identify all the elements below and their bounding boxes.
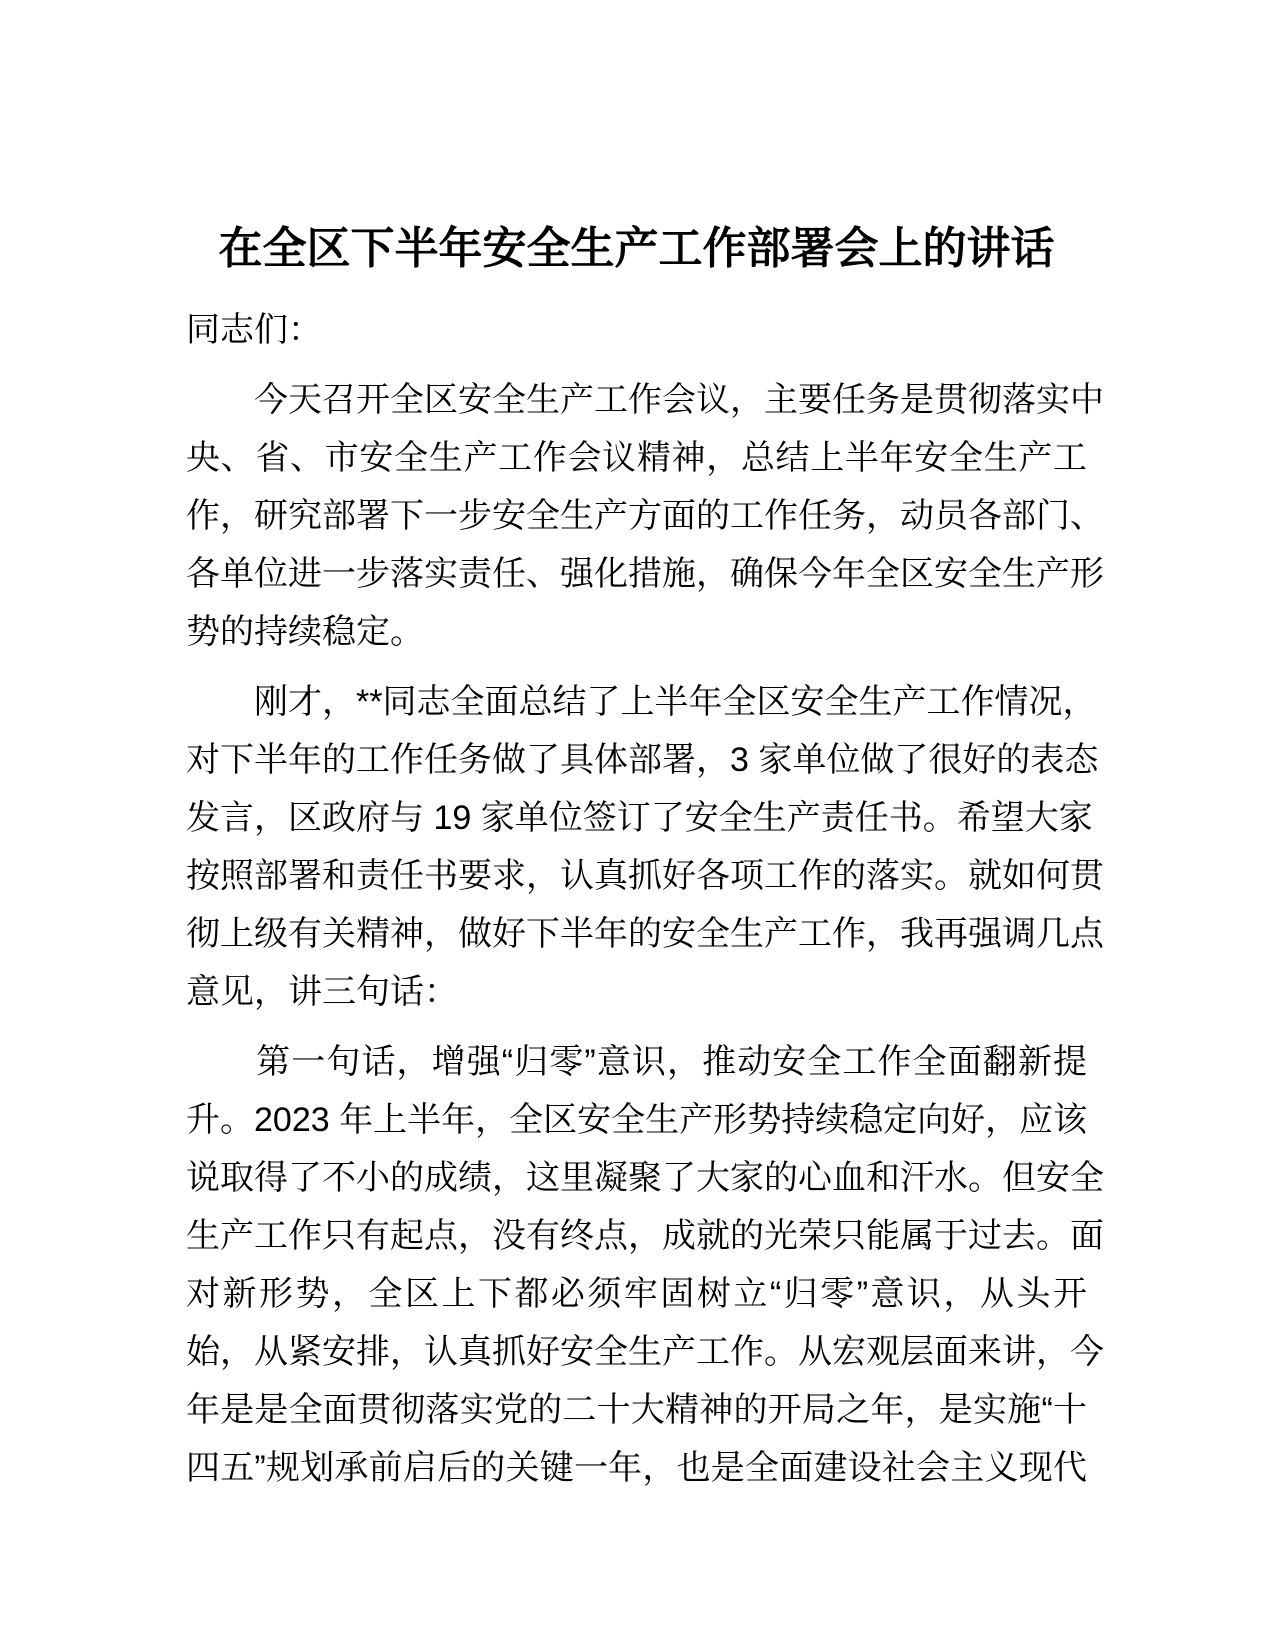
text-line: 对下半年的工作任务做了具体部署，3 家单位做了很好的表态: [186, 741, 1099, 779]
text-line: 发言，区政府与 19 家单位签订了安全生产责任书。希望大家: [186, 799, 1093, 837]
text-line: 同志们：: [186, 311, 322, 349]
text-line: 说取得了不小的成绩，这里凝聚了大家的心血和汗水。但安全: [186, 1159, 1104, 1197]
text-line: 作，研究部署下一步安全生产方面的工作任务，动员各部门、: [186, 497, 1104, 535]
document-title: 在全区下半年安全生产工作部署会上的讲话: [218, 224, 1055, 273]
text-line: 意见，讲三句话：: [186, 973, 458, 1011]
text-line: 央、省、市安全生产工作会议精神，总结上半年安全生产工: [186, 439, 1087, 477]
text-line: 生产工作只有起点，没有终点，成就的光荣只能属于过去。面: [186, 1217, 1104, 1255]
text-line: 第一句话，增强“归零”意识，推动安全工作全面翻新提: [186, 1043, 1087, 1081]
text-line: 年是是全面贯彻落实党的二十大精神的开局之年，是实施“十: [186, 1391, 1087, 1429]
text-line: 四五”规划承前启后的关键一年，也是全面建设社会主义现代: [186, 1449, 1087, 1487]
text-line: 势的持续稳定。: [186, 613, 424, 651]
paragraph: [186, 1033, 1104, 1497]
text-line: 彻上级有关精神，做好下半年的安全生产工作，我再强调几点: [186, 915, 1104, 953]
text-line: 刚才，**同志全面总结了上半年全区安全生产工作情况，: [186, 683, 1097, 721]
document-body: [186, 301, 1104, 1497]
text-line: 各单位进一步落实责任、强化措施，确保今年全区安全生产形: [186, 555, 1104, 593]
text-line: 升。2023 年上半年，全区安全生产形势持续稳定向好，应该: [186, 1101, 1088, 1139]
text-line: 对新形势，全区上下都必须牢固树立“归零”意识，从头开: [186, 1275, 1087, 1313]
paragraph: [186, 371, 1104, 661]
paragraph: [186, 301, 1087, 359]
text-line: 始，从紧安排，认真抓好安全生产工作。从宏观层面来讲，今: [186, 1333, 1104, 1371]
text-line: 今天召开全区安全生产工作会议，主要任务是贯彻落实中: [186, 381, 1104, 419]
paragraph: [186, 673, 1104, 1021]
text-line: 按照部署和责任书要求，认真抓好各项工作的落实。就如何贯: [186, 857, 1104, 895]
